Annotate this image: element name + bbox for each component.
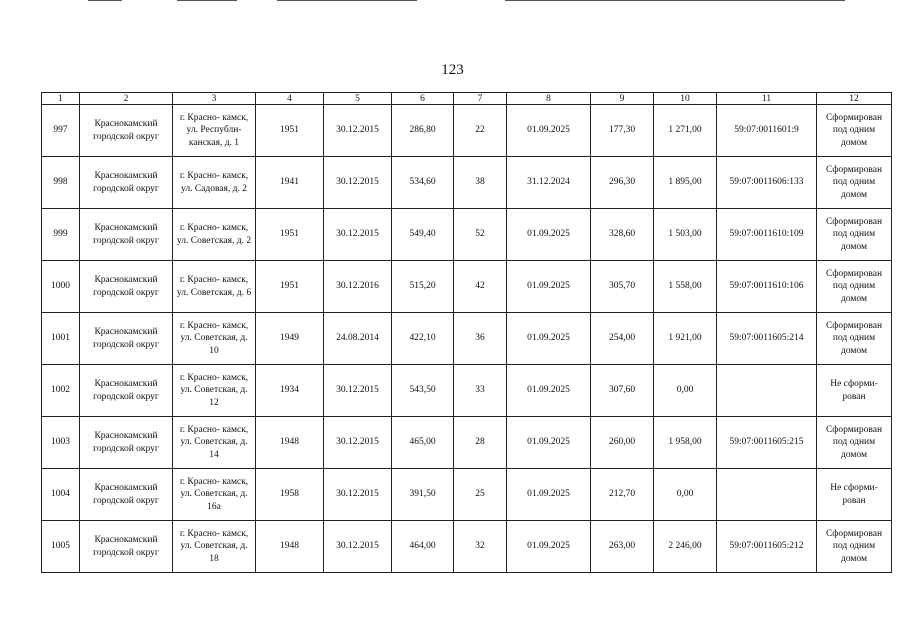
column-header: 6 (392, 93, 454, 105)
land-area: 1 503,00 (654, 209, 717, 261)
total-area: 286,80 (392, 105, 454, 157)
relocation-date: 01.09.2025 (507, 209, 591, 261)
land-status: Сформирован под одним домом (817, 261, 892, 313)
recognition-date: 24.08.2014 (324, 313, 392, 365)
land-area: 0,00 (654, 365, 717, 417)
construction-year: 1941 (256, 157, 324, 209)
living-area: 260,00 (591, 417, 654, 469)
living-area: 254,00 (591, 313, 654, 365)
land-status: Сформирован под одним домом (817, 521, 892, 573)
land-status: Не сформи- рован (817, 469, 892, 521)
land-area: 1 271,00 (654, 105, 717, 157)
total-area: 549,40 (392, 209, 454, 261)
living-area: 296,30 (591, 157, 654, 209)
address: г. Красно- камск, ул. Советская, д. 18 (173, 521, 256, 573)
total-area: 534,60 (392, 157, 454, 209)
row-number: 1003 (42, 417, 80, 469)
land-status: Сформирован под одним домом (817, 313, 892, 365)
total-area: 464,00 (392, 521, 454, 573)
recognition-date: 30.12.2015 (324, 469, 392, 521)
total-area: 391,50 (392, 469, 454, 521)
address: г. Красно- камск, ул. Советская, д. 14 (173, 417, 256, 469)
address: г. Красно- камск, ул. Республи- канская, д. 1 (173, 105, 256, 157)
construction-year: 1949 (256, 313, 324, 365)
land-status: Сформирован под одним домом (817, 105, 892, 157)
resident-count: 22 (454, 105, 507, 157)
address: г. Красно- камск, ул. Советская, д. 16а (173, 469, 256, 521)
resident-count: 32 (454, 521, 507, 573)
municipality: Краснокамский городской округ (80, 469, 173, 521)
recognition-date: 30.12.2015 (324, 521, 392, 573)
living-area: 212,70 (591, 469, 654, 521)
recognition-date: 30.12.2015 (324, 417, 392, 469)
resident-count: 33 (454, 365, 507, 417)
row-number: 1005 (42, 521, 80, 573)
relocation-date: 01.09.2025 (507, 105, 591, 157)
resident-count: 38 (454, 157, 507, 209)
row-number: 1004 (42, 469, 80, 521)
relocation-date: 01.09.2025 (507, 469, 591, 521)
table-row (42, 521, 892, 573)
cadastral-number: 59:07:0011610:109 (717, 209, 817, 261)
cadastral-number: 59:07:0011605:212 (717, 521, 817, 573)
living-area: 328,60 (591, 209, 654, 261)
address: г. Красно- камск, ул. Советская, д. 6 (173, 261, 256, 313)
municipality: Краснокамский городской округ (80, 521, 173, 573)
relocation-date: 01.09.2025 (507, 521, 591, 573)
page-number: 123 (441, 62, 464, 78)
municipality: Краснокамский городской округ (80, 313, 173, 365)
column-header: 9 (591, 93, 654, 105)
municipality: Краснокамский городской округ (80, 261, 173, 313)
column-header: 8 (507, 93, 591, 105)
total-area: 515,20 (392, 261, 454, 313)
total-area: 465,00 (392, 417, 454, 469)
relocation-date: 01.09.2025 (507, 261, 591, 313)
resident-count: 42 (454, 261, 507, 313)
cadastral-number: 59:07:0011601:9 (717, 105, 817, 157)
living-area: 305,70 (591, 261, 654, 313)
address: г. Красно- камск, ул. Советская, д. 2 (173, 209, 256, 261)
land-area: 1 895,00 (654, 157, 717, 209)
construction-year: 1948 (256, 417, 324, 469)
land-area: 1 921,00 (654, 313, 717, 365)
construction-year: 1951 (256, 105, 324, 157)
address: г. Красно- камск, ул. Советская, д. 10 (173, 313, 256, 365)
municipality: Краснокамский городской округ (80, 209, 173, 261)
housing-registry-table (41, 92, 892, 573)
living-area: 307,60 (591, 365, 654, 417)
address: г. Красно- камск, ул. Советская, д. 12 (173, 365, 256, 417)
row-number: 997 (42, 105, 80, 157)
table-row (42, 365, 892, 417)
municipality: Краснокамский городской округ (80, 365, 173, 417)
column-header: 7 (454, 93, 507, 105)
resident-count: 28 (454, 417, 507, 469)
scan-edge-line (277, 0, 417, 1)
row-number: 1001 (42, 313, 80, 365)
table-row (42, 261, 892, 313)
scan-edge-line (505, 0, 845, 1)
municipality: Краснокамский городской округ (80, 105, 173, 157)
cadastral-number: 59:07:0011606:133 (717, 157, 817, 209)
recognition-date: 30.12.2015 (324, 365, 392, 417)
row-number: 1002 (42, 365, 80, 417)
row-number: 999 (42, 209, 80, 261)
recognition-date: 30.12.2015 (324, 209, 392, 261)
land-status: Сформирован под одним домом (817, 209, 892, 261)
resident-count: 25 (454, 469, 507, 521)
construction-year: 1948 (256, 521, 324, 573)
table-row (42, 209, 892, 261)
cadastral-number (717, 469, 817, 521)
relocation-date: 31.12.2024 (507, 157, 591, 209)
construction-year: 1951 (256, 209, 324, 261)
table-row (42, 157, 892, 209)
construction-year: 1951 (256, 261, 324, 313)
column-header: 3 (173, 93, 256, 105)
column-header: 11 (717, 93, 817, 105)
recognition-date: 30.12.2015 (324, 105, 392, 157)
column-header: 12 (817, 93, 892, 105)
resident-count: 52 (454, 209, 507, 261)
table-row (42, 417, 892, 469)
relocation-date: 01.09.2025 (507, 313, 591, 365)
column-number-row (42, 93, 892, 105)
resident-count: 36 (454, 313, 507, 365)
cadastral-number: 59:07:0011610:106 (717, 261, 817, 313)
column-header: 2 (80, 93, 173, 105)
scan-edge-line (88, 0, 122, 1)
land-area: 1 958,00 (654, 417, 717, 469)
land-area: 2 246,00 (654, 521, 717, 573)
municipality: Краснокамский городской округ (80, 157, 173, 209)
cadastral-number: 59:07:0011605:215 (717, 417, 817, 469)
land-status: Не сформи- рован (817, 365, 892, 417)
cadastral-number (717, 365, 817, 417)
relocation-date: 01.09.2025 (507, 417, 591, 469)
address: г. Красно- камск, ул. Садовая, д. 2 (173, 157, 256, 209)
recognition-date: 30.12.2015 (324, 157, 392, 209)
column-header: 4 (256, 93, 324, 105)
column-header: 10 (654, 93, 717, 105)
living-area: 177,30 (591, 105, 654, 157)
column-header: 5 (324, 93, 392, 105)
total-area: 543,50 (392, 365, 454, 417)
construction-year: 1958 (256, 469, 324, 521)
row-number: 1000 (42, 261, 80, 313)
total-area: 422,10 (392, 313, 454, 365)
recognition-date: 30.12.2016 (324, 261, 392, 313)
living-area: 263,00 (591, 521, 654, 573)
table-row (42, 105, 892, 157)
land-area: 0,00 (654, 469, 717, 521)
land-status: Сформирован под одним домом (817, 157, 892, 209)
construction-year: 1934 (256, 365, 324, 417)
municipality: Краснокамский городской округ (80, 417, 173, 469)
column-header: 1 (42, 93, 80, 105)
cadastral-number: 59:07:0011605:214 (717, 313, 817, 365)
table-row (42, 469, 892, 521)
scan-edge-line (177, 0, 237, 1)
land-area: 1 558,00 (654, 261, 717, 313)
table-row (42, 313, 892, 365)
land-status: Сформирован под одним домом (817, 417, 892, 469)
relocation-date: 01.09.2025 (507, 365, 591, 417)
row-number: 998 (42, 157, 80, 209)
